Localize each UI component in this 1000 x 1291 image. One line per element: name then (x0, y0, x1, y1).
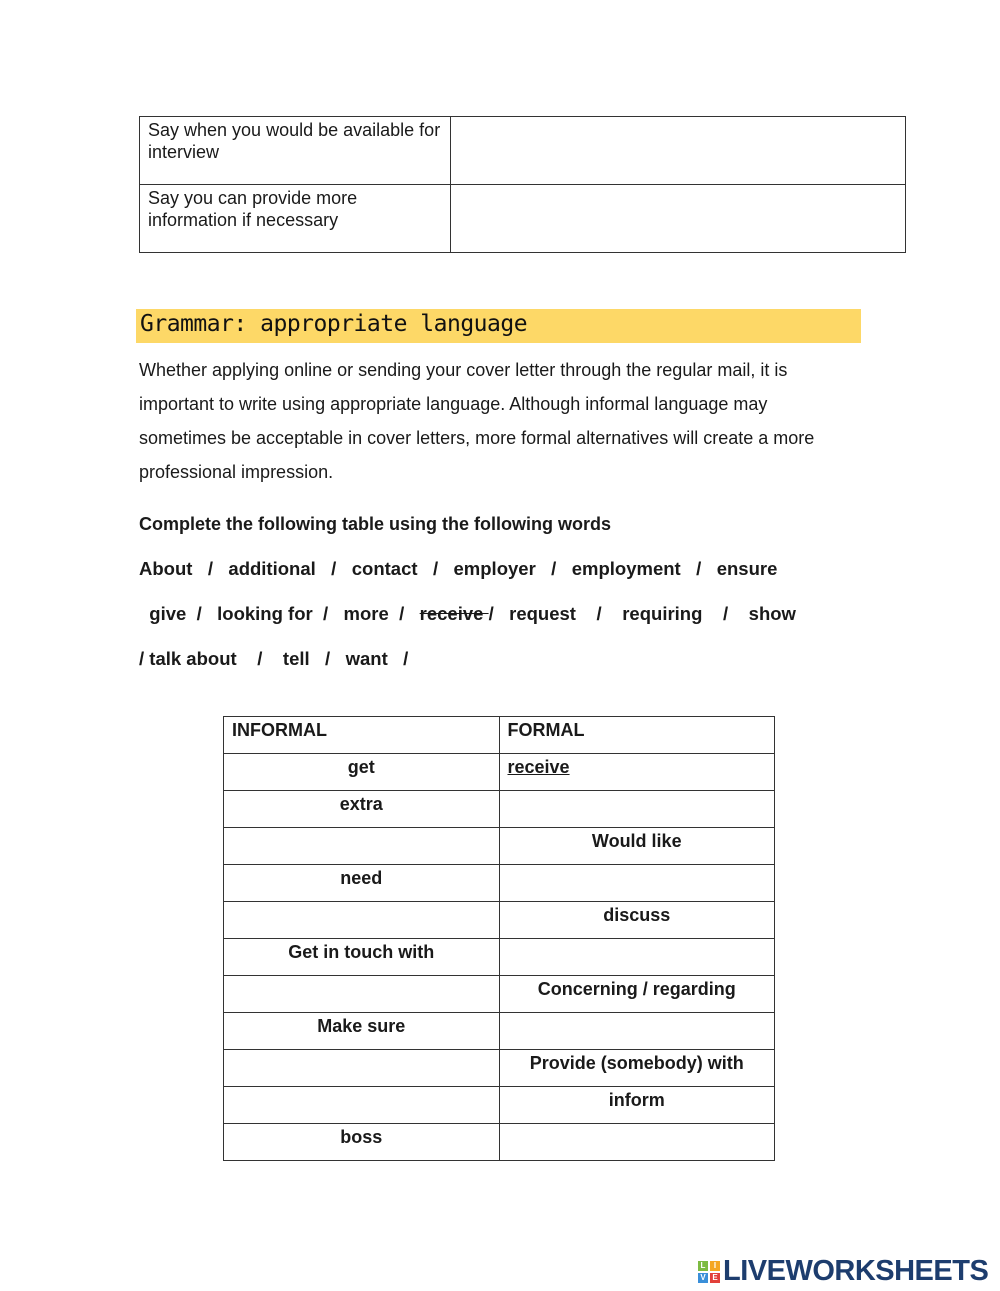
word-bank-line: About / additional / contact / employer / employment / ensure (139, 558, 778, 579)
answer-input[interactable] (224, 1087, 500, 1124)
formal-word: inform (499, 1087, 775, 1124)
table-row (224, 976, 775, 1013)
formal-word: Provide (somebody) with (499, 1050, 775, 1087)
table-row (224, 1087, 775, 1124)
table-row (224, 865, 775, 902)
table-row (224, 939, 775, 976)
answer-input[interactable] (499, 1124, 775, 1161)
header-row (224, 717, 775, 754)
informal-word: get (224, 754, 500, 791)
formal-word: receive (499, 754, 775, 791)
answer-input[interactable] (224, 976, 500, 1013)
table-row (224, 902, 775, 939)
table-row (224, 791, 775, 828)
answer-input[interactable] (499, 939, 775, 976)
logo-block: V (698, 1273, 708, 1283)
answer-cell[interactable] (451, 117, 906, 185)
formal-word: Concerning / regarding (499, 976, 775, 1013)
informal-word: Make sure (224, 1013, 500, 1050)
word-bank-line (139, 603, 796, 625)
table-row (224, 1013, 775, 1050)
task-table (139, 116, 906, 253)
column-header: FORMAL (499, 717, 775, 754)
informal-word: boss (224, 1124, 500, 1161)
logo-icon (698, 1261, 720, 1283)
table-row (224, 828, 775, 865)
task-label: Say you can provide more information if necessary (140, 185, 451, 253)
column-header: INFORMAL (224, 717, 500, 754)
informal-word: need (224, 865, 500, 902)
table-row (224, 1050, 775, 1087)
instruction: Complete the following table using the following words (139, 514, 611, 534)
informal-word: extra (224, 791, 500, 828)
section-heading (136, 309, 861, 343)
intro-paragraph: Whether applying online or sending your cover letter through the regular mail, it is important to write using appropriate language. Although informal language may sometimes be acceptable in cover letters, more formal alternatives will create a more professional impression. (139, 360, 815, 482)
section-title: Grammar: appropriate language (140, 311, 528, 337)
answer-input[interactable] (224, 1050, 500, 1087)
table-row (140, 117, 906, 185)
answer-input[interactable] (499, 791, 775, 828)
word-bank-text: / request / requiring / show (488, 603, 796, 624)
table-row (140, 185, 906, 253)
answer-input[interactable] (499, 865, 775, 902)
formal-word: Would like (499, 828, 775, 865)
answer-input[interactable] (224, 828, 500, 865)
logo-block: E (710, 1273, 720, 1283)
answer-input[interactable] (224, 902, 500, 939)
liveworksheets-logo (698, 1255, 988, 1288)
word-bank-line: / talk about / tell / want / (139, 648, 409, 669)
used-word: receive (419, 603, 489, 624)
logo-block: I (710, 1261, 720, 1271)
task-label: Say when you would be available for interview (140, 117, 451, 185)
word-bank-text: give / looking for / more / (139, 603, 420, 624)
logo-block: L (698, 1261, 708, 1271)
answer-cell[interactable] (451, 185, 906, 253)
vocabulary-table (223, 716, 775, 1161)
answer-input[interactable] (499, 1013, 775, 1050)
formal-word: discuss (499, 902, 775, 939)
table-row (224, 754, 775, 791)
informal-word: Get in touch with (224, 939, 500, 976)
table-row (224, 1124, 775, 1161)
logo-text: LIVEWORKSHEETS (723, 1255, 989, 1287)
